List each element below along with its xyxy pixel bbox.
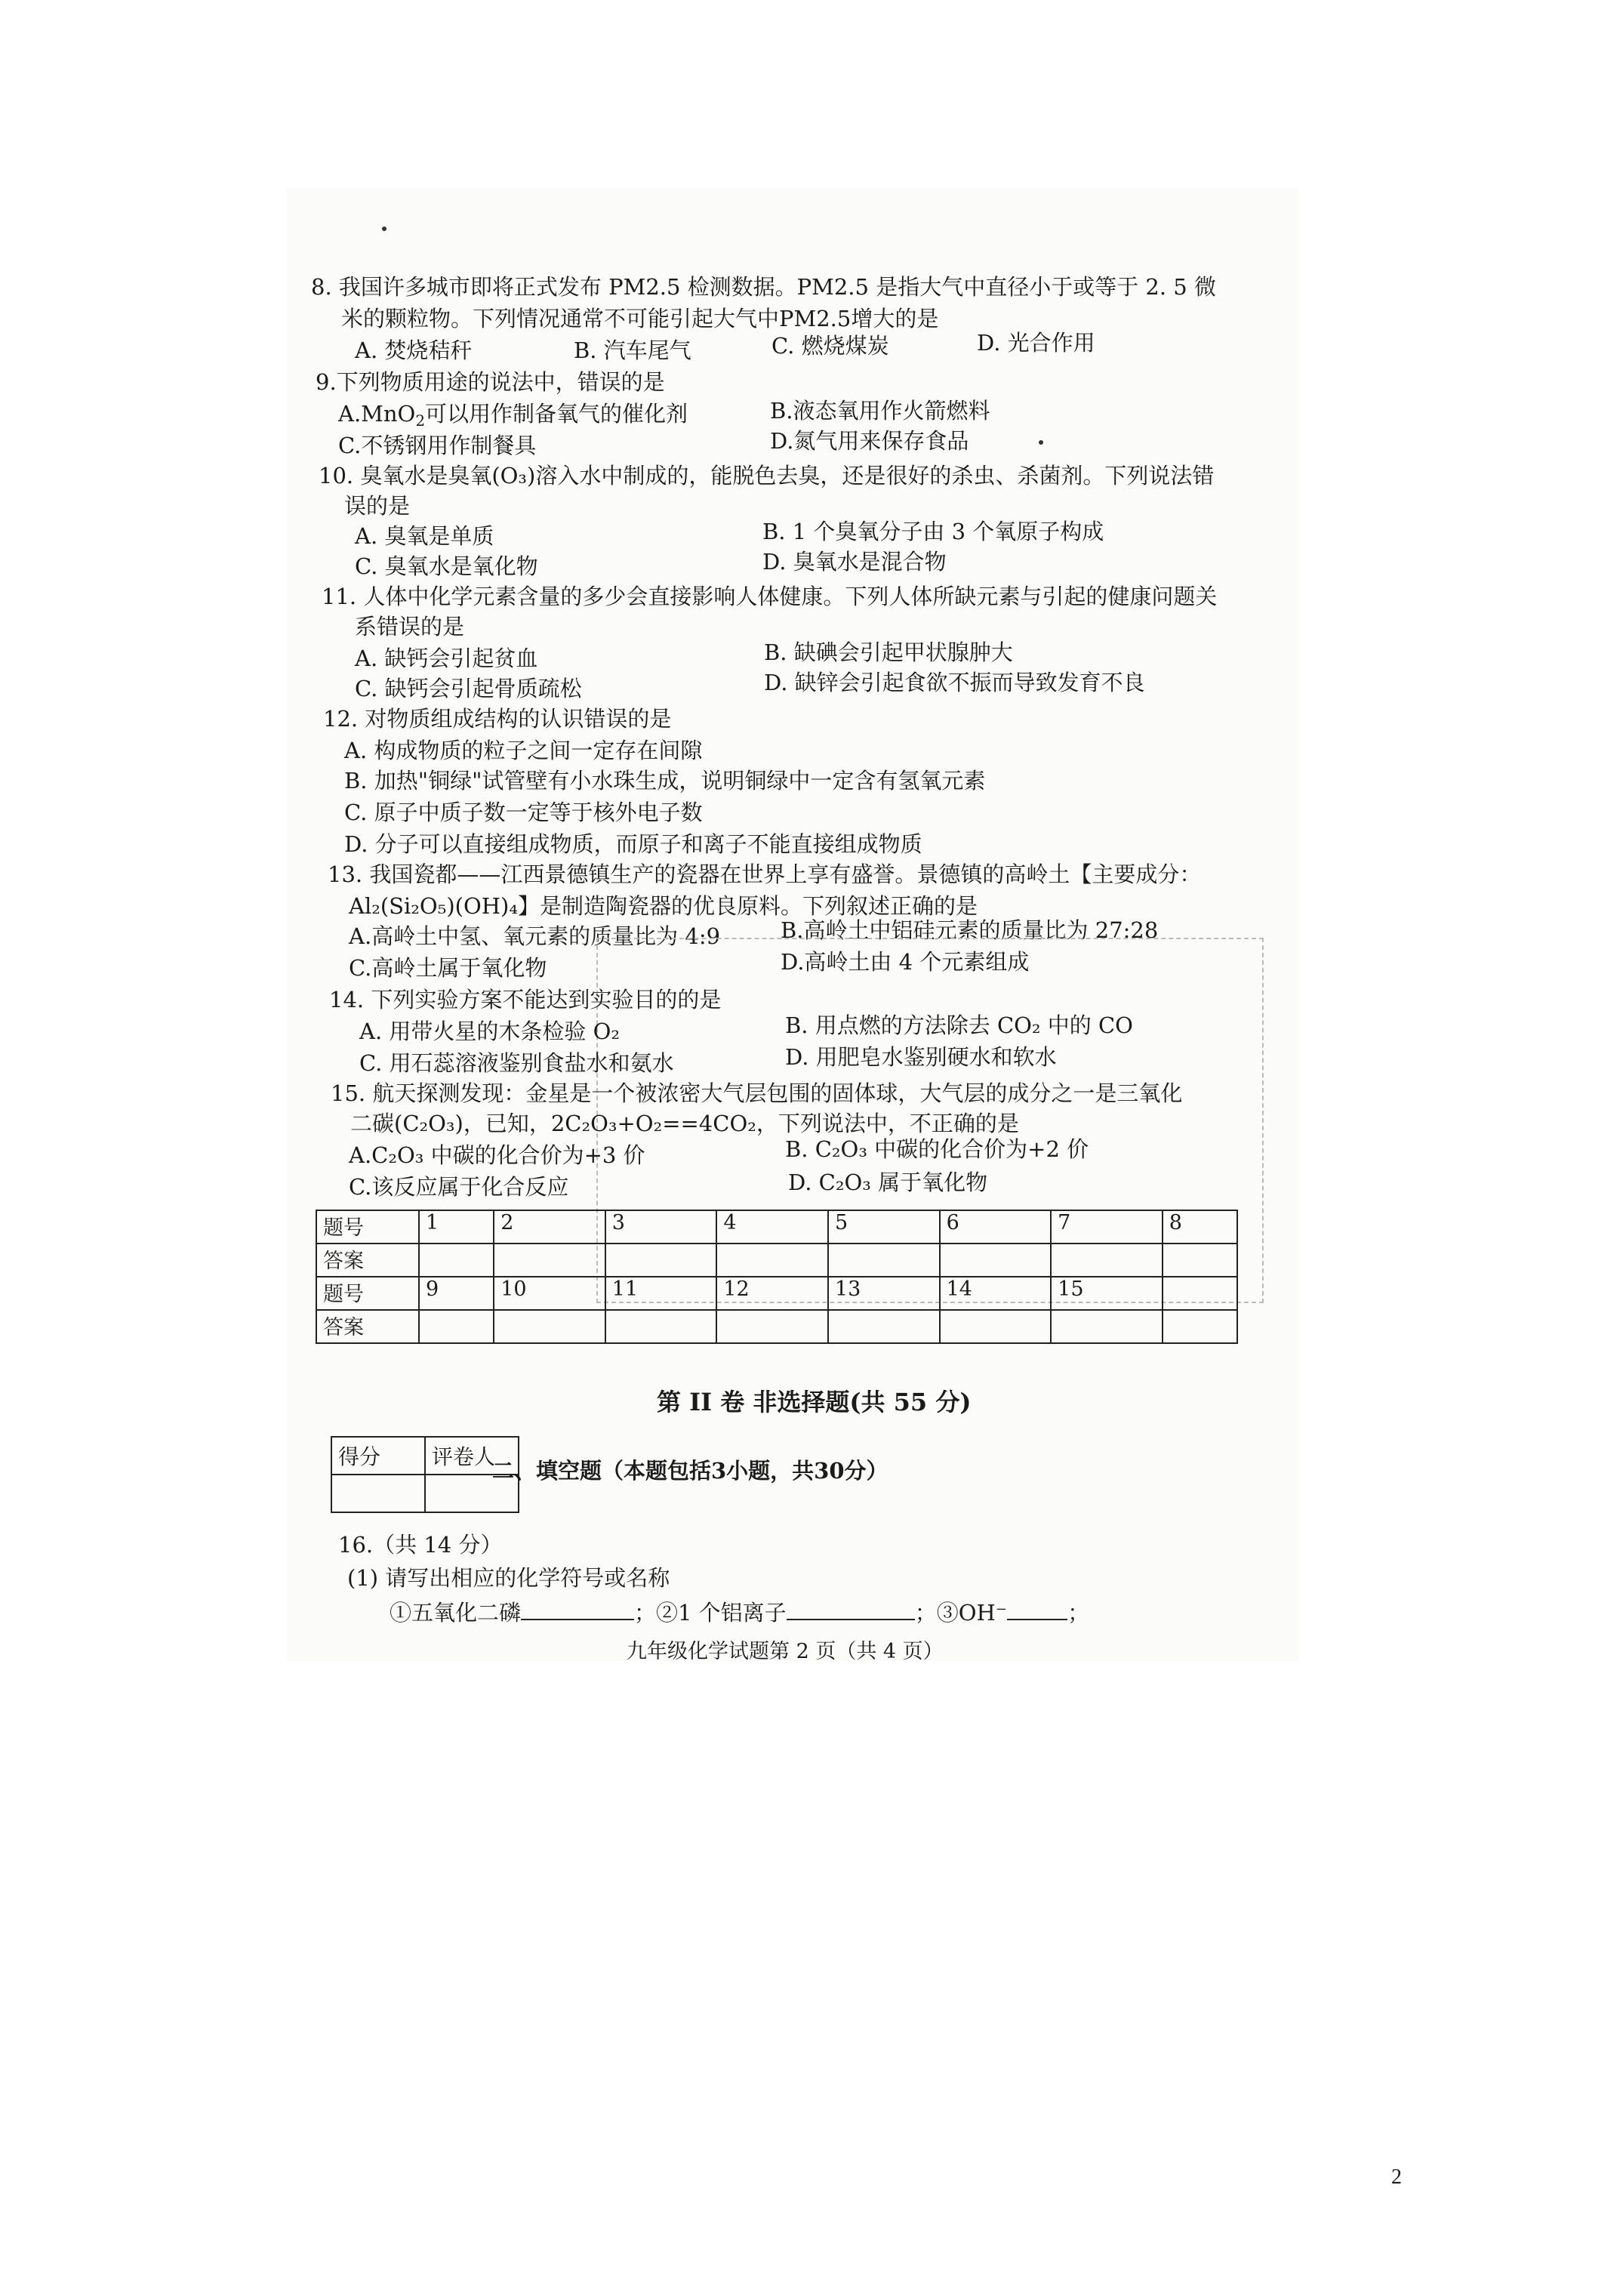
question-number-cell: 13 [828, 1277, 940, 1310]
answer-cell[interactable] [494, 1244, 605, 1277]
answer-table [316, 1210, 1238, 1344]
answer-blank[interactable] [1007, 1599, 1067, 1620]
score-field[interactable] [331, 1475, 425, 1512]
q15-stem-line1: 15. 航天探测发现：金星是一个被浓密大气层包围的固体球，大气层的成分之一是三氧化 [331, 1080, 1183, 1106]
q16-item-end: ； [1067, 1600, 1090, 1626]
answer-blank[interactable] [521, 1599, 634, 1620]
answer-cell[interactable] [605, 1244, 717, 1277]
q16-title: 16.（共 14 分） [338, 1532, 503, 1558]
q14-stem: 14. 下列实验方案不能达到实验目的的是 [329, 987, 722, 1012]
question-number-cell [1163, 1277, 1237, 1310]
q14-option-c: C. 用石蕊溶液鉴别食盐水和氨水 [359, 1050, 674, 1076]
q12-option-b: B. 加热"铜绿"试管壁有小水珠生成，说明铜绿中一定含有氢氧元素 [344, 768, 986, 794]
question-number-cell: 12 [716, 1277, 828, 1310]
question-number-cell: 11 [605, 1277, 717, 1310]
q15-option-a: A.C₂O₃ 中碳的化合价为+3 价 [349, 1142, 645, 1168]
q9-stem: 9.下列物质用途的说法中，错误的是 [316, 369, 665, 395]
q16-item2-label: ；②1 个铝离子 [634, 1600, 787, 1626]
q11-stem-line1: 11. 人体中化学元素含量的多少会直接影响人体健康。下列人体所缺元素与引起的健康问题关 [322, 584, 1218, 609]
q14-option-b: B. 用点燃的方法除去 CO₂ 中的 CO [785, 1012, 1133, 1038]
question-number-cell: 7 [1051, 1210, 1163, 1244]
q13-option-a: A.高岭土中氢、氧元素的质量比为 4:9 [349, 923, 721, 949]
q10-option-a: A. 臭氧是单质 [355, 523, 494, 549]
answer-cell[interactable] [940, 1244, 1052, 1277]
table-header-cell: 题号 [316, 1277, 419, 1310]
table-row [316, 1310, 1237, 1343]
q11-option-d: D. 缺锌会引起食欲不振而导致发育不良 [764, 670, 1145, 695]
question-number-cell: 1 [419, 1210, 494, 1244]
question-number-cell: 15 [1051, 1277, 1163, 1310]
q15-option-c: C.该反应属于化合反应 [349, 1174, 569, 1200]
q10-option-d: D. 臭氧水是混合物 [762, 549, 947, 575]
table-header-cell: 题号 [316, 1210, 419, 1244]
q11-option-a: A. 缺钙会引起贫血 [355, 646, 538, 671]
answer-cell[interactable] [828, 1310, 940, 1343]
q13-option-b: B.高岭土中铝硅元素的质量比为 27:28 [781, 917, 1159, 943]
answer-cell[interactable] [1163, 1244, 1237, 1277]
answer-cell[interactable] [419, 1310, 494, 1343]
answer-cell[interactable] [1163, 1310, 1237, 1343]
q10-option-c: C. 臭氧水是氧化物 [355, 553, 538, 579]
question-number-cell: 10 [494, 1277, 605, 1310]
answer-blank[interactable] [787, 1599, 915, 1620]
question-number-cell: 2 [494, 1210, 605, 1244]
answer-cell[interactable] [494, 1310, 605, 1343]
q11-stem-line2: 系错误的是 [355, 614, 465, 639]
section-title: 第 II 卷 非选择题(共 55 分) [657, 1388, 972, 1416]
q9-option-a: A.MnO$_2$可以用作制备氧气的催化剂 [338, 401, 688, 430]
scan-speck [1039, 440, 1043, 445]
grader-label: 评卷人 [425, 1437, 519, 1475]
q13-option-c: C.高岭土属于氧化物 [349, 955, 547, 981]
scan-speck [382, 227, 387, 231]
table-row [316, 1277, 1237, 1310]
question-number-cell: 8 [1163, 1210, 1237, 1244]
answer-cell[interactable] [940, 1310, 1052, 1343]
q13-stem-line2: Al₂(Si₂O₅)(OH)₄】是制造陶瓷器的优良原料。下列叙述正确的是 [349, 893, 978, 919]
question-number-cell: 14 [940, 1277, 1052, 1310]
score-box [331, 1436, 519, 1513]
q12-option-d: D. 分子可以直接组成物质，而原子和离子不能直接组成物质 [344, 831, 922, 857]
table-row [316, 1244, 1237, 1277]
q13-option-d: D.高岭土由 4 个元素组成 [781, 949, 1030, 975]
score-label: 得分 [331, 1437, 425, 1475]
answer-cell[interactable] [419, 1244, 494, 1277]
q8-option-b: B. 汽车尾气 [574, 337, 691, 363]
q10-stem-line2: 误的是 [344, 493, 411, 519]
answer-cell[interactable] [828, 1244, 940, 1277]
q16-item3-label: ；③OH⁻ [914, 1600, 1008, 1626]
q11-option-b: B. 缺碘会引起甲状腺肿大 [764, 639, 1013, 665]
q14-option-a: A. 用带火星的木条检验 O₂ [359, 1019, 620, 1044]
q10-stem-line1: 10. 臭氧水是臭氧(O₃)溶入水中制成的，能脱色去臭，还是很好的杀虫、杀菌剂。下列说法错 [319, 463, 1215, 488]
answer-cell[interactable] [1051, 1310, 1163, 1343]
q9-option-d: D.氮气用来保存食品 [770, 428, 969, 454]
q9-option-b: B.液态氧用作火箭燃料 [770, 398, 990, 424]
answer-cell[interactable] [716, 1244, 828, 1277]
question-number-cell: 5 [828, 1210, 940, 1244]
part-title: 二、填空题（本题包括3小题，共30分） [492, 1458, 888, 1484]
q8-stem-line1: 8. 我国许多城市即将正式发布 PM2.5 检测数据。PM2.5 是指大气中直径小于或等于 2. 5 微 [311, 274, 1216, 300]
q16-item1-label: ①五氧化二磷 [390, 1600, 522, 1626]
q15-stem-line2: 二碳(C₂O₃)，已知，2C₂O₃+O₂==4CO₂，下列说法中，不正确的是 [350, 1111, 1019, 1136]
answer-cell[interactable] [605, 1310, 717, 1343]
q11-option-c: C. 缺钙会引起骨质疏松 [355, 676, 582, 701]
table-header-cell: 答案 [316, 1244, 419, 1277]
q16-fill-line [390, 1599, 1089, 1626]
question-number-cell: 6 [940, 1210, 1052, 1244]
q10-option-b: B. 1 个臭氧分子由 3 个氧原子构成 [762, 519, 1104, 544]
q8-option-a: A. 焚烧秸秆 [355, 337, 473, 363]
answer-cell[interactable] [716, 1310, 828, 1343]
page-number: 2 [1391, 2165, 1402, 2189]
q8-option-d: D. 光合作用 [977, 330, 1095, 356]
page-footer: 九年级化学试题第 2 页（共 4 页） [627, 1640, 944, 1663]
question-number-cell: 9 [419, 1277, 494, 1310]
answer-cell[interactable] [1051, 1244, 1163, 1277]
q12-stem: 12. 对物质组成结构的认识错误的是 [323, 706, 672, 732]
q16-sub1: (1) 请写出相应的化学符号或名称 [347, 1565, 670, 1591]
q9-option-c: C.不锈钢用作制餐具 [338, 433, 537, 458]
q15-option-d: D. C₂O₃ 属于氧化物 [788, 1170, 988, 1195]
table-header-cell: 答案 [316, 1310, 419, 1343]
q13-stem-line1: 13. 我国瓷都——江西景德镇生产的瓷器在世界上享有盛誉。景德镇的高岭土【主要成分： [328, 861, 1202, 887]
q8-option-c: C. 燃烧煤炭 [771, 333, 889, 359]
question-number-cell: 3 [605, 1210, 717, 1244]
q8-stem-line2: 米的颗粒物。下列情况通常不可能引起大气中PM2.5增大的是 [341, 306, 939, 331]
q14-option-d: D. 用肥皂水鉴别硬水和软水 [785, 1044, 1057, 1070]
question-number-cell: 4 [716, 1210, 828, 1244]
table-row [316, 1210, 1237, 1244]
q15-option-b: B. C₂O₃ 中碳的化合价为+2 价 [785, 1136, 1089, 1162]
q12-option-a: A. 构成物质的粒子之间一定存在间隙 [344, 738, 703, 763]
q12-option-c: C. 原子中质子数一定等于核外电子数 [344, 800, 703, 825]
